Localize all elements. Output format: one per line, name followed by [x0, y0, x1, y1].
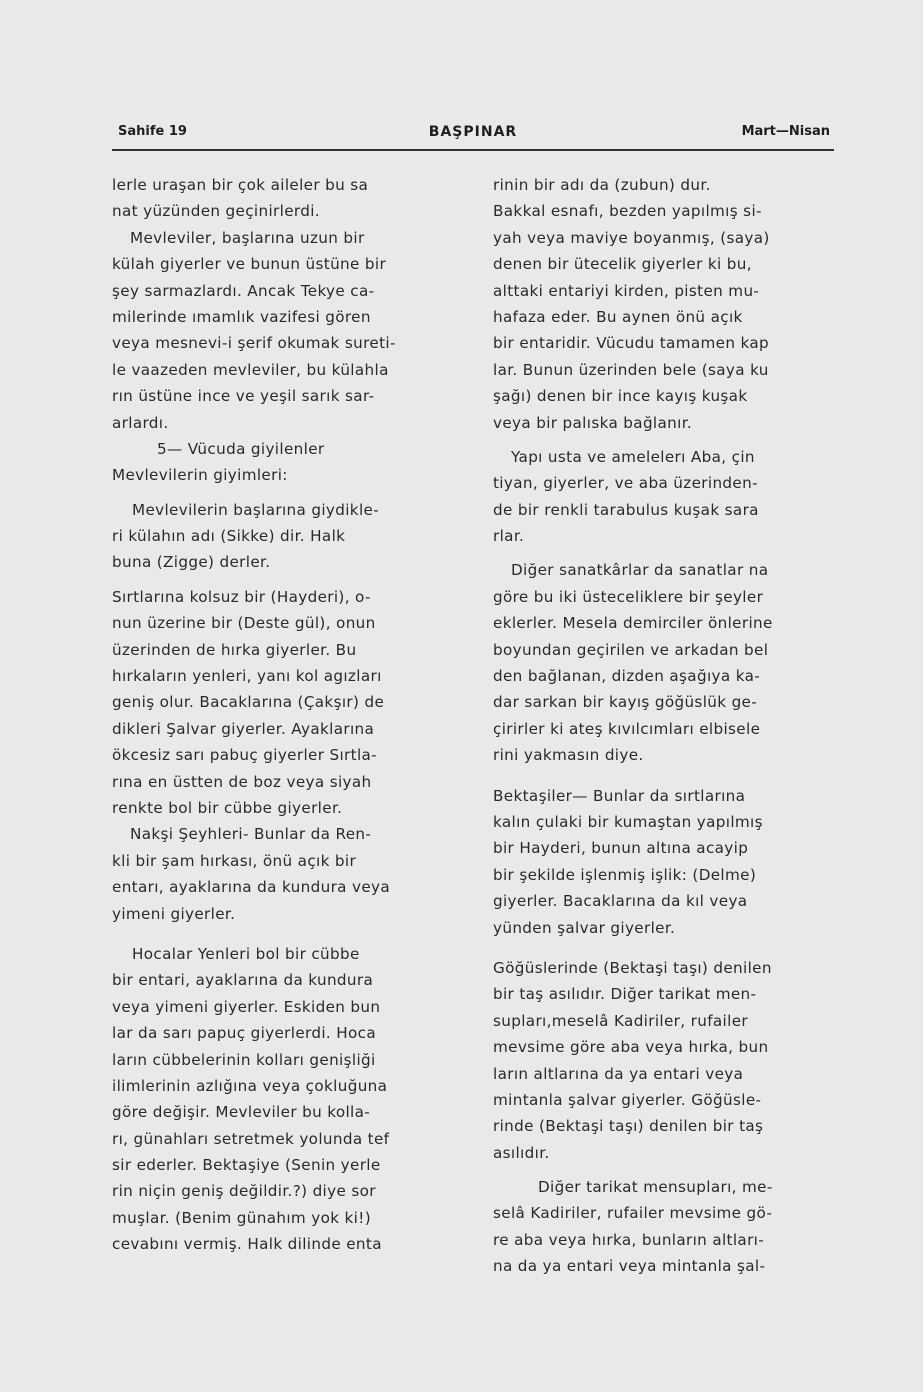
text-line: kli bir şam hırkası, önü açık bir [112, 851, 357, 870]
paragraph-gap [112, 576, 457, 584]
text-line: hırkaların yenleri, yanı kol agızları [112, 667, 382, 686]
text-line: buna (Zigge) derler. [112, 553, 271, 572]
text-line: Mevlevilerin başlarına giydikle- [132, 500, 380, 519]
text-line: Mevleviler, başlarına uzun bir [130, 228, 365, 247]
text-line: geniş olur. Bacaklarına (Çakşır) de [112, 693, 385, 712]
text-line: le vaazeden mevleviler, bu külahla [112, 360, 389, 379]
text-line: nun üzerine bir (Deste gül), onun [112, 614, 376, 633]
text-line: ri külahın adı (Sikke) dir. Halk [112, 527, 346, 546]
paragraph [493, 172, 838, 198]
text-line: Diğer sanatkârlar da sanatlar na [511, 561, 769, 580]
text-line: üzerinden de hırka giyerler. Bu [112, 640, 357, 659]
text-line: rinde (Bektaşi taşı) denilen bir taş [493, 1117, 764, 1136]
text-line: mevsime göre aba veya hırka, bun [493, 1038, 769, 1057]
text-line: Hocalar Yenleri bol bir cübbe [132, 944, 360, 963]
paragraph [493, 444, 838, 550]
paragraph-gap [493, 941, 838, 955]
text-line: den bağlanan, dizden aşağıya ka- [493, 667, 761, 686]
text-line: ların altlarına da ya entari veya [493, 1064, 744, 1083]
text-line: mintanla şalvar giyerler. Göğüsle- [493, 1090, 762, 1109]
text-line: Mevlevilerin giyimleri: [112, 466, 288, 485]
page-number: Sahife 19 [118, 124, 187, 139]
text-line: boyundan geçirilen ve arkadan bel [493, 640, 769, 659]
text-line: veya bir palıska bağlanır. [493, 413, 693, 432]
text-line: re aba veya hırka, bunların altları- [493, 1230, 765, 1249]
paragraph [112, 584, 457, 822]
text-line: tiyan, giyerler, ve aba üzerinden- [493, 474, 758, 493]
text-line: supları,meselâ Kadiriler, rufailer [493, 1011, 748, 1030]
paragraph [112, 225, 457, 436]
text-line: eklerler. Mesela demirciler önlerine [493, 614, 773, 633]
text-line: külah giyerler ve bunun üstüne bir [112, 255, 387, 274]
paragraph [493, 783, 838, 941]
paragraph [493, 198, 838, 436]
text-line: Sırtlarına kolsuz bir (Hayderi), o- [112, 587, 371, 606]
paragraph-gap [493, 1166, 838, 1174]
text-line: muşlar. (Benim günahım yok ki!) [112, 1208, 371, 1227]
text-line: renkte bol bir cübbe giyerler. [112, 798, 343, 817]
text-line: sir ederler. Bektaşiye (Senin yerle [112, 1156, 381, 1175]
paragraph-gap [112, 927, 457, 941]
text-line: yah veya maviye boyanmış, (saya) [493, 228, 770, 247]
text-line: milerinde ımamlık vazifesi gören [112, 307, 371, 326]
paragraph [493, 955, 838, 1166]
text-line: ökcesiz sarı pabuç giyerler Sırtla- [112, 746, 378, 765]
text-line: na da ya entari veya mintanla şal- [493, 1257, 766, 1276]
text-line: asılıdır. [493, 1143, 550, 1162]
paragraph [112, 436, 457, 489]
text-line: şağı) denen bir ince kayış kuşak [493, 387, 748, 406]
issue-date: Mart—Nisan [741, 124, 830, 139]
right-column [493, 172, 838, 1280]
text-line: 5— Vücuda giyilenler [157, 439, 325, 458]
text-line: rlar. [493, 527, 525, 546]
paragraph [112, 821, 457, 927]
text-line: selâ Kadiriler, rufailer mevsime gö- [493, 1204, 773, 1223]
journal-title: BAŞPINAR [428, 124, 518, 140]
paragraph [112, 941, 457, 1258]
paragraph [112, 172, 457, 225]
text-line: rın üstüne ince ve yeşil sarık sar- [112, 387, 375, 406]
text-line: bir taş asılıdır. Diğer tarikat men- [493, 985, 757, 1004]
text-line: de bir renkli tarabulus kuşak sara [493, 500, 759, 519]
paragraph-gap [493, 769, 838, 783]
text-line: veya yimeni giyerler. Eskiden bun [112, 997, 381, 1016]
text-line: lar da sarı papuç giyerlerdi. Hoca [112, 1024, 377, 1043]
text-line: rinin bir adı da (zubun) dur. [493, 176, 711, 194]
text-line: veya mesnevi-i şerif okumak sureti- [112, 334, 396, 353]
text-line: rına en üstten de boz veya siyah [112, 772, 372, 791]
text-line: Nakşi Şeyhleri- Bunlar da Ren- [130, 825, 372, 844]
text-line: alttaki entariyi kirden, pisten mu- [493, 281, 760, 300]
text-line: arlardı. [112, 413, 169, 432]
text-line: şey sarmazlardı. Ancak Tekye ca- [112, 281, 375, 300]
text-line: bir entari, ayaklarına da kundura [112, 971, 374, 990]
text-line: Bakkal esnafı, bezden yapılmış si- [493, 202, 762, 221]
text-line: göre bu iki üsteceliklere bir şeyler [493, 587, 764, 606]
text-line: dikleri Şalvar giyerler. Ayaklarına [112, 719, 375, 738]
paragraph [112, 497, 457, 576]
text-line: yimeni giyerler. [112, 904, 236, 923]
text-line: bir şekilde işlenmiş işlik: (Delme) [493, 865, 757, 884]
text-line: giyerler. Bacaklarına da kıl veya [493, 892, 748, 911]
header-rule [112, 149, 834, 151]
text-line: denen bir ütecelik giyerler ki bu, [493, 255, 752, 274]
paragraph [493, 1174, 838, 1280]
text-line: nat yüzünden geçinirlerdi. [112, 202, 320, 221]
left-column [112, 172, 457, 1258]
text-line: Bektaşiler— Bunlar da sırtlarına [493, 786, 746, 805]
text-line: kalın çulaki bir kumaştan yapılmış [493, 812, 763, 831]
text-line: cevabını vermiş. Halk dilinde enta [112, 1235, 382, 1254]
paragraph-gap [112, 489, 457, 497]
text-line: ilimlerinin azlığına veya çokluğuna [112, 1076, 388, 1095]
text-line: göre değişir. Mevleviler bu kolla- [112, 1103, 371, 1122]
text-line: hafaza eder. Bu aynen önü açık [493, 307, 743, 326]
paragraph-gap [493, 436, 838, 444]
text-line: Göğüslerinde (Bektaşi taşı) denilen [493, 958, 772, 977]
text-line: rini yakmasın diye. [493, 746, 644, 765]
text-line: bir entaridir. Vücudu tamamen kap [493, 334, 770, 353]
paragraph-gap [493, 549, 838, 557]
text-line: bir Hayderi, bunun altına acayip [493, 839, 749, 858]
text-line: lerle uraşan bir çok aileler bu sa [112, 176, 369, 194]
page-header [112, 124, 834, 148]
text-line: lar. Bunun üzerinden bele (saya ku [493, 360, 769, 379]
text-line: çirirler ki ateş kıvılcımları elbisele [493, 719, 761, 738]
text-line: Diğer tarikat mensupları, me- [538, 1178, 773, 1197]
text-line: yünden şalvar giyerler. [493, 918, 676, 937]
text-line: rin niçin geniş değildir.?) diye sor [112, 1182, 376, 1201]
text-line: ların cübbelerinin kolları genişliği [112, 1050, 376, 1069]
text-line: Yapı usta ve amelelerı Aba, çin [511, 447, 755, 466]
text-line: rı, günahları setretmek yolunda tef [112, 1129, 390, 1148]
paragraph [493, 557, 838, 768]
text-line: entarı, ayaklarına da kundura veya [112, 878, 391, 897]
text-line: dar sarkan bir kayış göğüslük ge- [493, 693, 758, 712]
